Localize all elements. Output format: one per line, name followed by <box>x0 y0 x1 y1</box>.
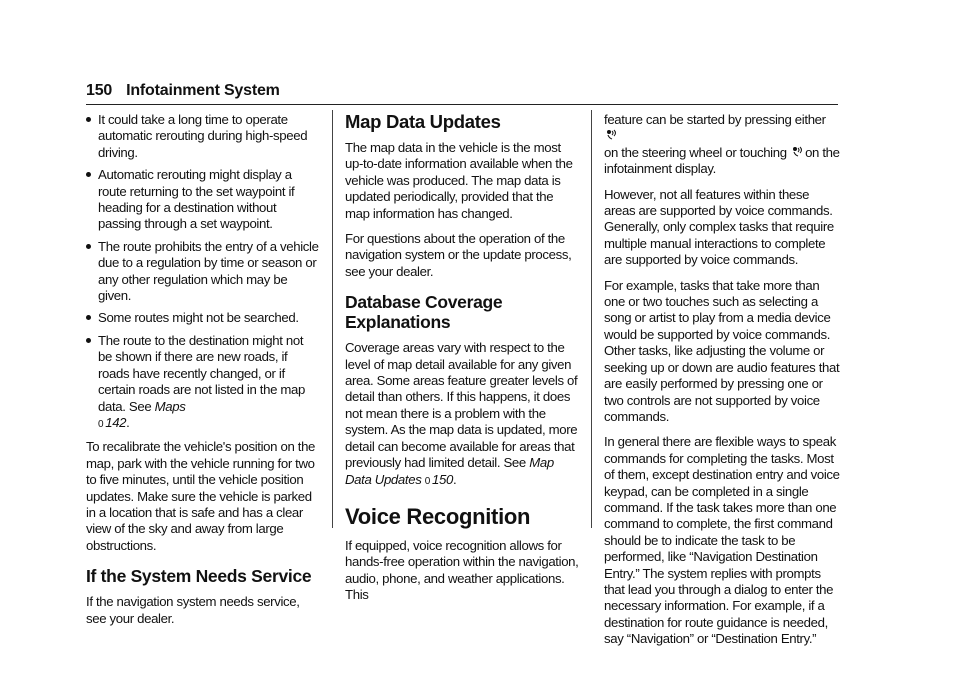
page-ref-arrow-icon: 0 <box>98 418 104 430</box>
list-item: Automatic rerouting might display a route returning to the set waypoint if heading for a destination without passing through a set waypoint. <box>86 167 320 233</box>
cross-reference-page[interactable]: 142 <box>105 414 127 430</box>
push-to-talk-icon <box>606 128 617 144</box>
column-middle <box>345 112 579 613</box>
map-questions-paragraph: For questions about the operation of the navigation system or the update process, see your dealer. <box>345 231 572 279</box>
section-heading: Map Data Updates <box>345 111 501 132</box>
section-heading: Database Coverage Explanations <box>345 292 503 333</box>
bullet-icon <box>86 315 91 320</box>
voice-start-paragraph: feature can be started by pressing either on the steering wheel or touching on the infotainment display. <box>604 112 840 177</box>
section-title: Infotainment System <box>126 82 280 99</box>
voice-commands-paragraph: In general there are flexible ways to speak commands for completing the tasks. Most of them, except destination entry and voice keypad, can be completed in a single command. If the task takes more than one command to complete, the first command should be to indicate the task to be performed, like “Navigation Destination Entry.” The system replies with prompts that lead you through a dialog to enter the necessary information. For example, if a destination for route guidance is needed, say “Navigation” or “Destination Entry.” <box>604 434 840 647</box>
chapter-heading: Voice Recognition <box>345 503 531 529</box>
bullet-icon <box>86 172 91 177</box>
list-item: The route to the destination might not be shown if there are new roads, if roads have recently changed, or if certain roads are not listed in the map data. See Maps 0 142. <box>86 333 320 433</box>
list-item: It could take a long time to operate automatic rerouting during high-speed driving. <box>86 112 320 161</box>
cross-reference-link[interactable]: Maps <box>154 398 186 414</box>
column-left <box>86 112 320 636</box>
bullet-icon <box>86 117 91 122</box>
list-item: Some routes might not be searched. <box>86 310 320 326</box>
service-paragraph: If the navigation system needs service, see your dealer. <box>86 594 300 626</box>
voice-limits-paragraph: However, not all features within these areas are supported by voice commands. Generally, only complex tasks that require multiple manual interactions to complete are supported by voice commands. <box>604 186 834 268</box>
coverage-paragraph: Coverage areas vary with respect to the level of map detail available for any given area. Some areas feature greater levels of detail than others. If this happens, it does not mean there is a problem with the system. As the map data is updated, more detail can become available for areas that previously had limited detail. See Map Data Updates 0 150. <box>345 340 578 487</box>
column-right <box>604 112 840 657</box>
page-ref-arrow-icon: 0 <box>424 475 430 487</box>
voice-example-paragraph: For example, tasks that take more than one or two touches such as selecting a song or artist to play from a media device would be supported by voice commands. Other tasks, like adjusting the volume or seeking up or down are audio features that are easily performed by pressing one or two controls are not supported by voice commands. <box>604 277 840 424</box>
bullet-list <box>86 112 320 433</box>
map-updates-paragraph: The map data in the vehicle is the most up-to-date information available when the vehicle was produced. The map data is updated periodically, provided that the map information has changed. <box>345 140 573 221</box>
page-number: 150 <box>86 82 113 99</box>
bullet-icon <box>86 244 91 249</box>
recalibrate-paragraph: To recalibrate the vehicle's position on the map, park with the vehicle running for two to five minutes, until the vehicle position updates. Make sure the vehicle is parked in a location that is safe and has a clear view of the sky and away from large obstructions. <box>86 439 316 553</box>
column-divider <box>332 110 333 528</box>
list-item: The route prohibits the entry of a vehicle due to a regulation by time or season or any other regulation which may be given. <box>86 239 320 305</box>
page-header <box>86 82 838 105</box>
section-heading: If the System Needs Service <box>86 566 312 587</box>
bullet-icon <box>86 338 91 343</box>
cross-reference-link[interactable]: Map Data Updates <box>345 455 554 487</box>
column-divider <box>591 110 592 528</box>
voice-touch-icon <box>792 145 803 161</box>
voice-intro-paragraph: If equipped, voice recognition allows for hands-free operation within the navigation, audio, phone, and weather applications. This <box>345 537 579 603</box>
cross-reference-page[interactable]: 150 <box>432 471 453 487</box>
